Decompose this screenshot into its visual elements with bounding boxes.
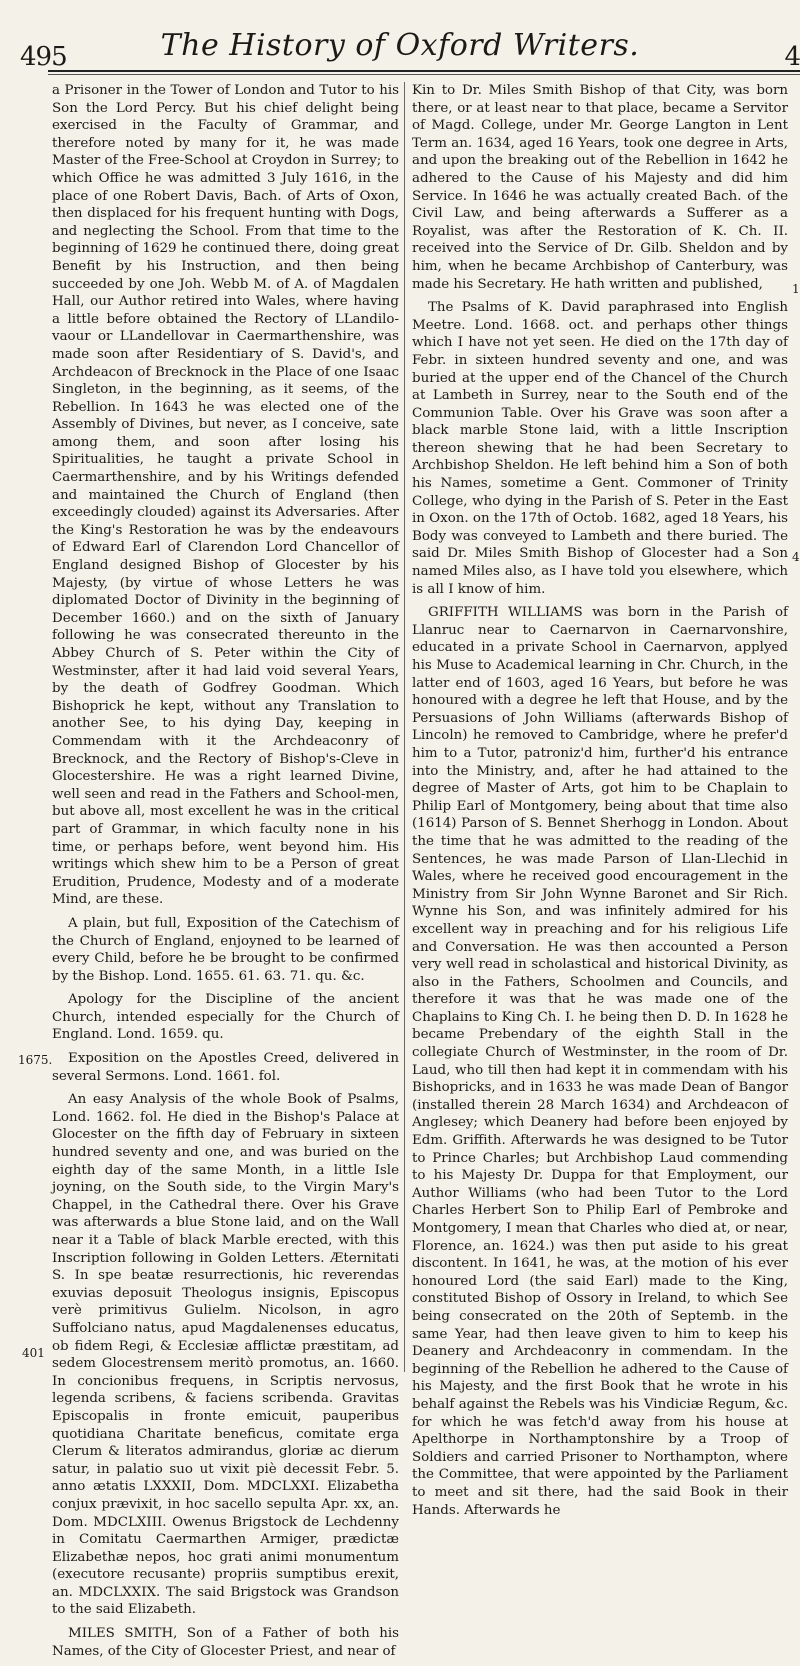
left-column — [52, 82, 399, 1666]
page-header — [0, 12, 800, 72]
header-rule-thin — [48, 74, 800, 75]
paragraph-griffith-williams: GRIFFITH WILLIAMS was born in the Parish of Llanruc near to Caernarvon in Caernarvonshire, educated in a private School in Caernarvon, applyed his Muse to Academical learning in Chr. Church, in the latter end of 1603, aged 16 Years, but before he was honoured with a degree he left that House, and by the Persuasions of John Williams (afterwards Bishop of Lincoln) he removed to Cambridge, where he prefer'd him to a Tutor, patroniz'd him, further'd his entrance into the Ministry, and, after he had attained to the degree of Master of Arts, got him to be Chaplain to Philip Earl of Montgomery, being about that time also (1614) Parson of S. Bennet Sherhogg in London. About the time that he was admitted to the reading of the Sentences, he was made Parson of Llan-Llechid in Wales, where he received good encouragement in the Ministry from Sir John Wynne Baronet and Sir Rich. Wynne his Son, and was infinitely admired for his excellent way in preaching and for his religious Life and Conversation. He was then accounted a Person very well read in scholastical and historical Divinity, as also in the Fathers, Schoolmen and Councils, and therefore it was that he was made one of the Chaplains to King Ch. I. he being then D. D. In 1628 he became Prebendary of the eighth Stall in the collegiate Church of Westminster, in the room of Dr. Laud, who till then had kept it in commendam with his Bishopricks, and in 1633 he was made Dean of Bangor (installed therein 28 March 1634) and Archdeacon of Anglesey; which Deanery had before been enjoyed by Edm. Griffith. Afterwards he was designed to be Tutor to Prince Charles; but Archbishop Laud commending to his Majesty Dr. Duppa for that Employment, our Author Williams (who had been Tutor to the Lord Charles Herbert Son to Philip Earl of Pembroke and Montgomery, I mean that Charles who died at, or near, Florence, an. 1624.) was then put aside to his great discontent. In 1641, he was, at the motion of his ever honoured Lord (the said Earl) made to the King, constituted Bishop of Ossory in Ireland, to which See being consecrated on the 20th of Septemb. in the same Year, had then leave given to him to keep his Deanery and Archdeaconry in commendam. In the beginning of the Rebellion he adhered to the Cause of his Majesty, and the first Book that he wrote in his behalf against the Rebels was his Vindiciæ Regum, &c. for which he was fetch'd away from his house at Apelthorpe in Northamptonshire by a Troop of Soldiers and carried Prisoner to Northampton, where the Committee, that were appointed by the Parliament to meet and sit there, had the said Book in their Hands. Afterwards he — [412, 605, 788, 1518]
paragraph-psalms-paraphrase: The Psalms of K. David paraphrased into English Meetre. Lond. 1668. oct. and perhaps other things which I have not yet seen. He died on the 17th day of Febr. in sixteen hundred seventy and one, and was buried at the upper end of the Chancel of the Church at Lambeth in Surrey, near to the South end of the Communion Table. Over his Grave was soon after a black marble Stone laid, with a little Inscription thereon shewing that he had been Secretary to Archbishop Sheldon. He left behind him a Son of both his Names, sometime a Gent. Commoner of Trinity College, who dying in the Parish of S. Peter in the East in Oxon. on the 17th of Octob. 1682, aged 18 Years, his Body was conveyed to Lambeth and there buried. The said Dr. Miles Smith Bishop of Glocester had a Son named Miles also, as I have told you elsewhere, which is all I know of him. — [412, 300, 788, 597]
margin-entry-number: 401 — [22, 1346, 45, 1360]
paragraph-miles-smith: MILES SMITH, Son of a Father of both his Names, of the City of Glocester Priest, and near of — [52, 1626, 399, 1659]
paragraph-psalms-epitaph: An easy Analysis of the whole Book of Psalms, Lond. 1662. fol. He died in the Bishop's Palace at Glocester on the fifth day of February in sixteen hundred seventy and one, and was buried on the eighth day of the same Month, in a little Isle joyning, on the South side, to the Virgin Mary's Chappel, in the Cathedral there. Over his Grave was afterwards a blue Stone laid, and on the Wall near it a Table of black Marble erected, with this Inscription following in Golden Letters. Æternitati S. In spe beatæ resurrectionis, hic reverendas exuvias deposuit Theologus insignis, Episcopus verè primitivus Gulielm. Nicolson, in agro Suffolciano natus, apud Magdalenenses educatus, ob fidem Regi, & Ecclesiæ afflictæ præstitam, ad sedem Glocestrensem meritò promotus, an. 1660. In concionibus frequens, in Scriptis nervosus, legenda scribens, & faciens scribenda. Gravitas Episcopalis in fronte emicuit, pauperibus quotidiana Charitate beneficus, comitate erga Clerum & literatos admirandus, gloriæ ac dierum satur, in palatio suo ut vixit piè decessit Febr. 5. anno ætatis LXXXII, Dom. MDCLXXI. Elizabetha conjux prævixit, in hoc sacello sepulta Apr. xx, an. Dom. MDCLXIII. Owenus Brigstock de Lechdenny in Comitatu Caermarthen Armiger, prædictæ Elizabethæ nepos, hoc grati animi monumentum (executore recusante) propriis sumptibus erexit, an. MDCLXXIX. The said Brigstock was Grandson to the said Elizabeth. — [52, 1092, 399, 1618]
paragraph-apology: Apology for the Discipline of the ancient Church, intended especially for the Church of England. Lond. 1659. qu. — [52, 992, 399, 1043]
paragraph-creed: Exposition on the Apostles Creed, delivered in several Sermons. Lond. 1661. fol. — [52, 1051, 399, 1084]
paragraph-catechism: A plain, but full, Exposition of the Catechism of the Church of England, enjoyned to be learned of every Child, before he be brought to be confirmed by the Bishop. Lond. 1655. 61. 63. 71. qu. &c. — [52, 915, 399, 984]
margin-year: 1675. — [18, 1053, 53, 1067]
paragraph-miles-smith-cont: Kin to Dr. Miles Smith Bishop of that City, was born there, or at least near to that place, became a Servitor of Magd. College, under Mr. George Langton in Lent Term an. 1634, aged 16 Years, took one degree in Arts, and upon the breaking out of the Rebellion in 1642 he adhered to the Cause of his Majesty and did him Service. In 1646 he was actually created Bach. of the Civil Law, and being afterwards a Sufferer as a Royalist, was after the Restoration of K. Ch. II. received into the Service of Dr. Gilb. Sheldon and by him, when he became Archbishop of Canterbury, was made his Secretary. He hath written and published, — [412, 83, 788, 292]
right-column — [412, 82, 788, 1525]
page-number-left: 495 — [20, 42, 67, 72]
paragraph-nicolson-bio: a Prisoner in the Tower of London and Tutor to his Son the Lord Percy. But his chief delight being exercised in the Faculty of Grammar, and therefore noted by many for it, he was made Master of the Free-School at Croydon in Surrey; to which Office he was admitted 3 July 1616, in the place of one Robert Davis, Bach. of Arts of Oxon, then displaced for his frequent hunting with Dogs, and neglecting the School. From that time to the beginning of 1629 he continued there, doing great Benefit by his Instruction, and then being succeeded by one Joh. Webb M. of A. of Magdalen Hall, our Author retired into Wales, where having a little before obtained the Rectory of LLandilo-vaour or LLandellovar in Caermarthenshire, was made soon after Residentiary of S. David's, and Archdeacon of Brecknock in the Place of one Isaac Singleton, in the beginning, as it seems, of the Rebellion. In 1643 he was elected one of the Assembly of Divines, but never, as I conceive, sate among them, and soon after losing his Spiritualities, he taught a private School in Caermarthenshire, and by his Writings defended and maintained the Church of England (then exceedingly clouded) against its Adversaries. After the King's Restoration he was by the endeavours of Edward Earl of Clarendon Lord Chancellor of England designed Bishop of Glocester by his Majesty, (by virtue of whose Letters he was diplomated Doctor of Divinity in the beginning of December 1660.) and on the sixth of January following he was consecrated thereunto in the Abbey Church of S. Peter within the City of Westminster, after it had laid void several Years, by the death of Godfrey Goodman. Which Bishoprick he kept, without any Translation to another See, to his dying Day, keeping in Commendam with it the Archdeaconry of Brecknock, and the Rectory of Bishop's-Cleve in Glocestershire. He was a right learned Divine, well seen and read in the Fathers and School-men, but above all, most excellent he was in the critical part of Grammar, in which faculty none in his time, or perhaps before, went beyond him. His writings which shew him to be a Person of great Erudition, Prudence, Modesty and of a moderate Mind, are these. — [52, 83, 399, 908]
margin-entry-right: 1 — [792, 282, 800, 296]
page-number-right: 4 — [784, 42, 800, 72]
running-title: The History of Oxford Writers. — [160, 28, 640, 63]
margin-entry-right-2: 4 — [792, 550, 800, 564]
header-rule — [48, 70, 800, 72]
column-divider — [404, 82, 405, 1372]
